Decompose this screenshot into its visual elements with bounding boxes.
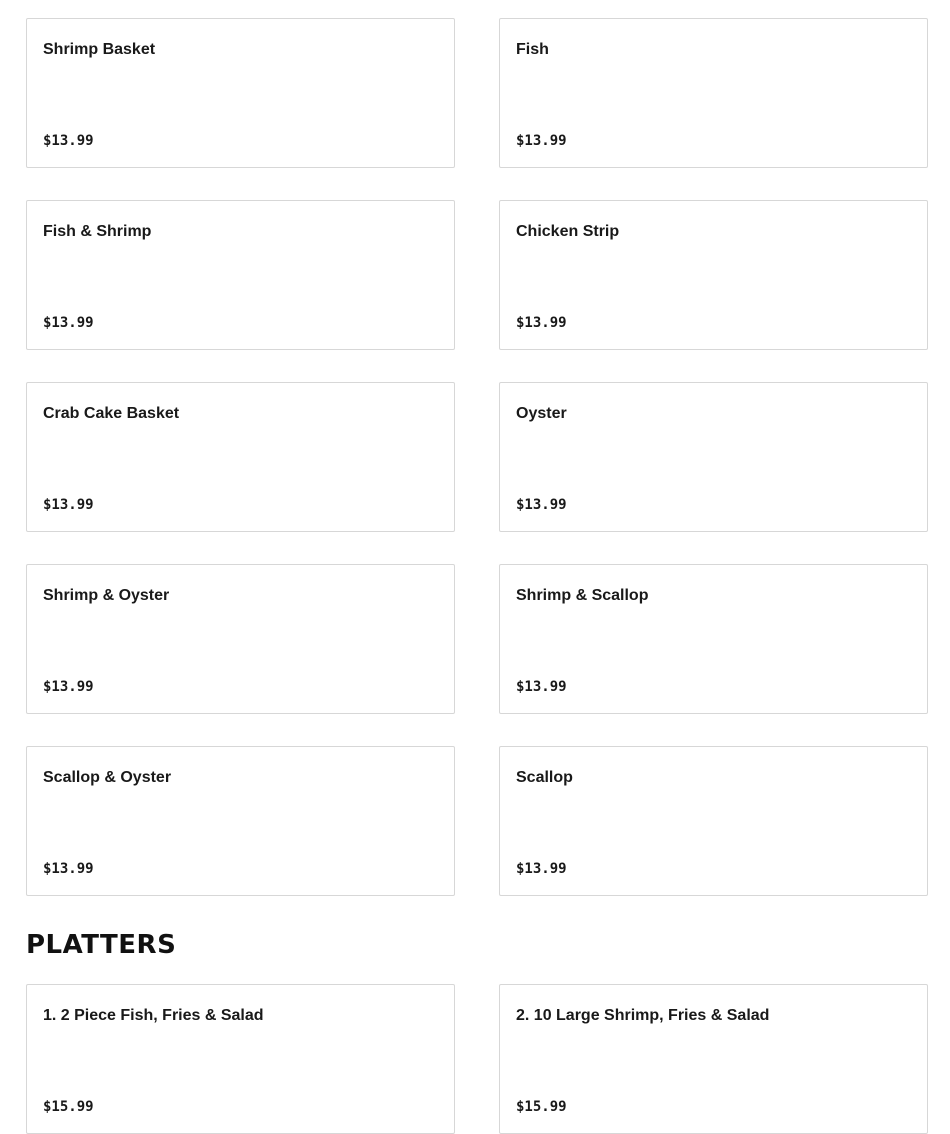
menu-item-price: $13.99 [43,497,94,513]
menu-item-card[interactable] [26,746,455,896]
menu-item-card[interactable] [499,984,928,1134]
menu-item-card[interactable] [26,18,455,168]
menu-item-name: Shrimp & Oyster [43,587,170,604]
menu-item-price: $13.99 [516,315,567,331]
menu-item-name: Shrimp & Scallop [516,587,649,604]
menu-item-name: Scallop & Oyster [43,769,172,786]
menu-item-price: $13.99 [43,315,94,331]
menu-item-card[interactable] [499,746,928,896]
menu-item-price: $13.99 [516,497,567,513]
menu-item-name: Shrimp Basket [43,41,156,58]
menu-item-card[interactable] [26,200,455,350]
menu-item-price: $13.99 [43,133,94,149]
menu-item-name: 2. 10 Large Shrimp, Fries & Salad [516,1007,770,1024]
menu-item-name: Fish [516,41,549,58]
menu-item-name: Crab Cake Basket [43,405,180,422]
menu-item-name: Fish & Shrimp [43,223,152,240]
menu-item-card[interactable] [26,984,455,1134]
menu-item-price: $13.99 [43,679,94,695]
menu-item-card[interactable] [499,200,928,350]
menu-item-price: $13.99 [516,133,567,149]
platters-grid [26,984,928,1134]
menu-item-name: Scallop [516,769,573,786]
menu-item-card[interactable] [26,382,455,532]
menu-item-name: Chicken Strip [516,223,620,240]
menu-item-price: $13.99 [43,861,94,877]
menu-item-name: Oyster [516,405,567,422]
menu-item-name: 1. 2 Piece Fish, Fries & Salad [43,1007,264,1024]
menu-item-card[interactable] [499,18,928,168]
menu-item-price: $13.99 [516,679,567,695]
menu-item-price: $15.99 [516,1099,567,1115]
menu-item-card[interactable] [499,564,928,714]
section-title-platters: PLATTERS [26,930,177,960]
baskets-grid [26,18,928,896]
menu-item-price: $15.99 [43,1099,94,1115]
menu-item-card[interactable] [499,382,928,532]
menu-item-card[interactable] [26,564,455,714]
menu-page [26,18,928,1134]
menu-item-price: $13.99 [516,861,567,877]
